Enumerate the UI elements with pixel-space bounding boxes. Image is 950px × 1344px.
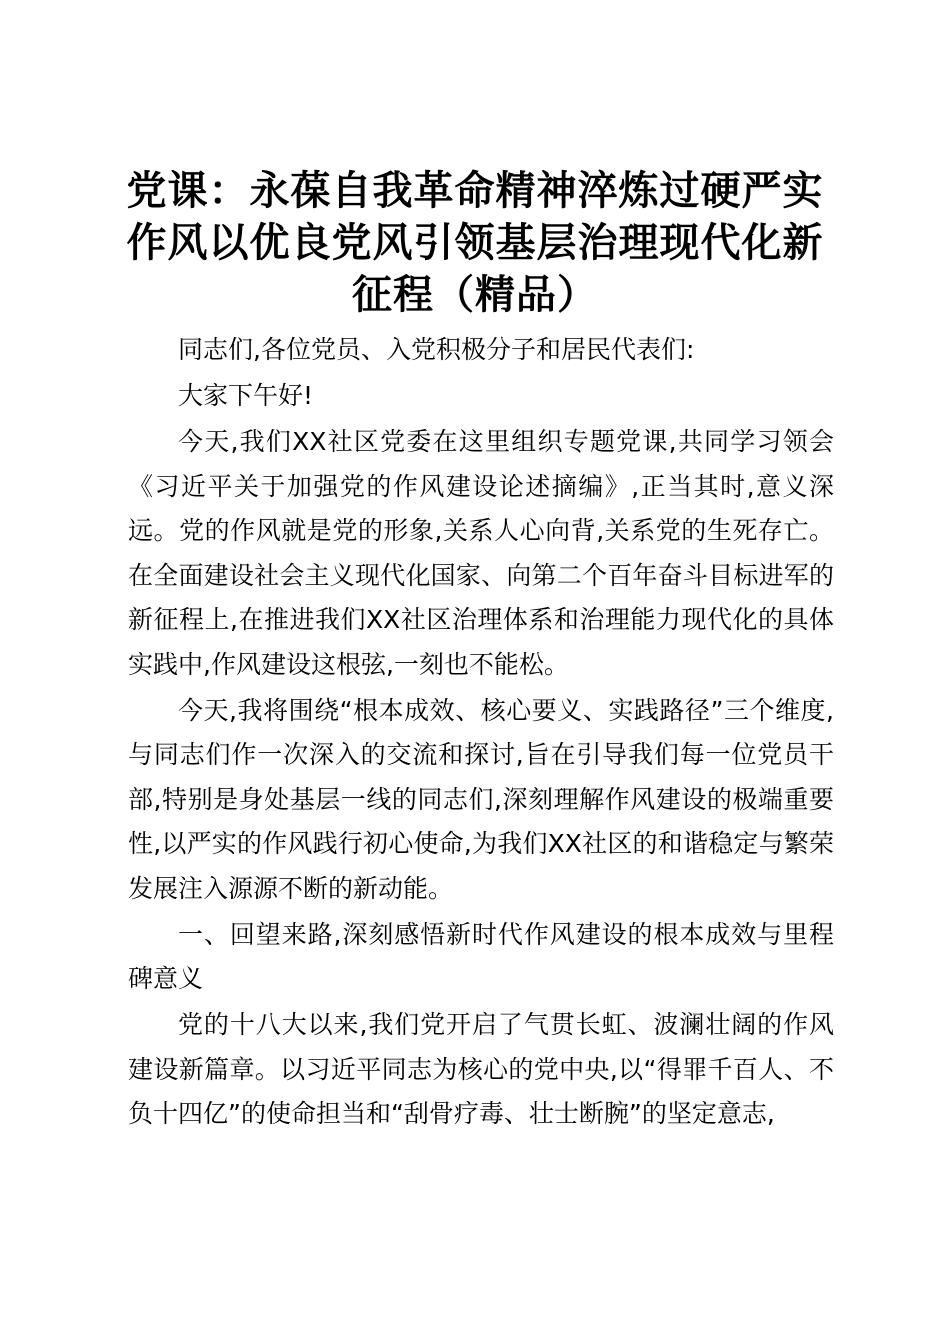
document-body (128, 328, 834, 1138)
section-1-paragraph: 党的十八大以来,我们党开启了气贯长虹、波澜壮阔的作风建设新篇章。以习近平同志为核心的党中央,以“得罪千百人、不负十四亿”的使命担当和“刮骨疗毒、壮士断腕”的坚定意志, (128, 1010, 834, 1128)
purpose-paragraph: 今天,我将围绕“根本成效、核心要义、实践路径”三个维度,与同志们作一次深入的交流和探讨,旨在引导我们每一位党员干部,特别是身处基层一线的同志们,深刻理解作风建设的极端重要性,以严实的作风践行初心使命,为我们XX社区的和谐稳定与繁荣发展注入源源不断的新动能。 (128, 695, 834, 903)
section-heading-1: 一、回望来路,深刻感悟新时代作风建设的根本成效与里程碑意义 (128, 919, 834, 993)
greeting-paragraph: 大家下午好! (178, 381, 314, 410)
salutation-paragraph: 同志们,各位党员、入党积极分子和居民代表们: (178, 335, 695, 364)
document-title: 党课：永葆自我革命精神淬炼过硬严实作风以优良党风引领基层治理现代化新征程（精品） (126, 168, 824, 318)
intro-paragraph: 今天,我们XX社区党委在这里组织专题党课,共同学习领会《习近平关于加强党的作风建设论述摘编》,正当其时,意义深远。党的作风就是党的形象,关系人心向背,关系党的生死存亡。在全面建设社会主义现代化国家、向第二个百年奋斗目标进军的新征程上,在推进我们XX社区治理体系和治理能力现代化的具体实践中,作风建设这根弦,一刻也不能松。 (128, 427, 834, 679)
